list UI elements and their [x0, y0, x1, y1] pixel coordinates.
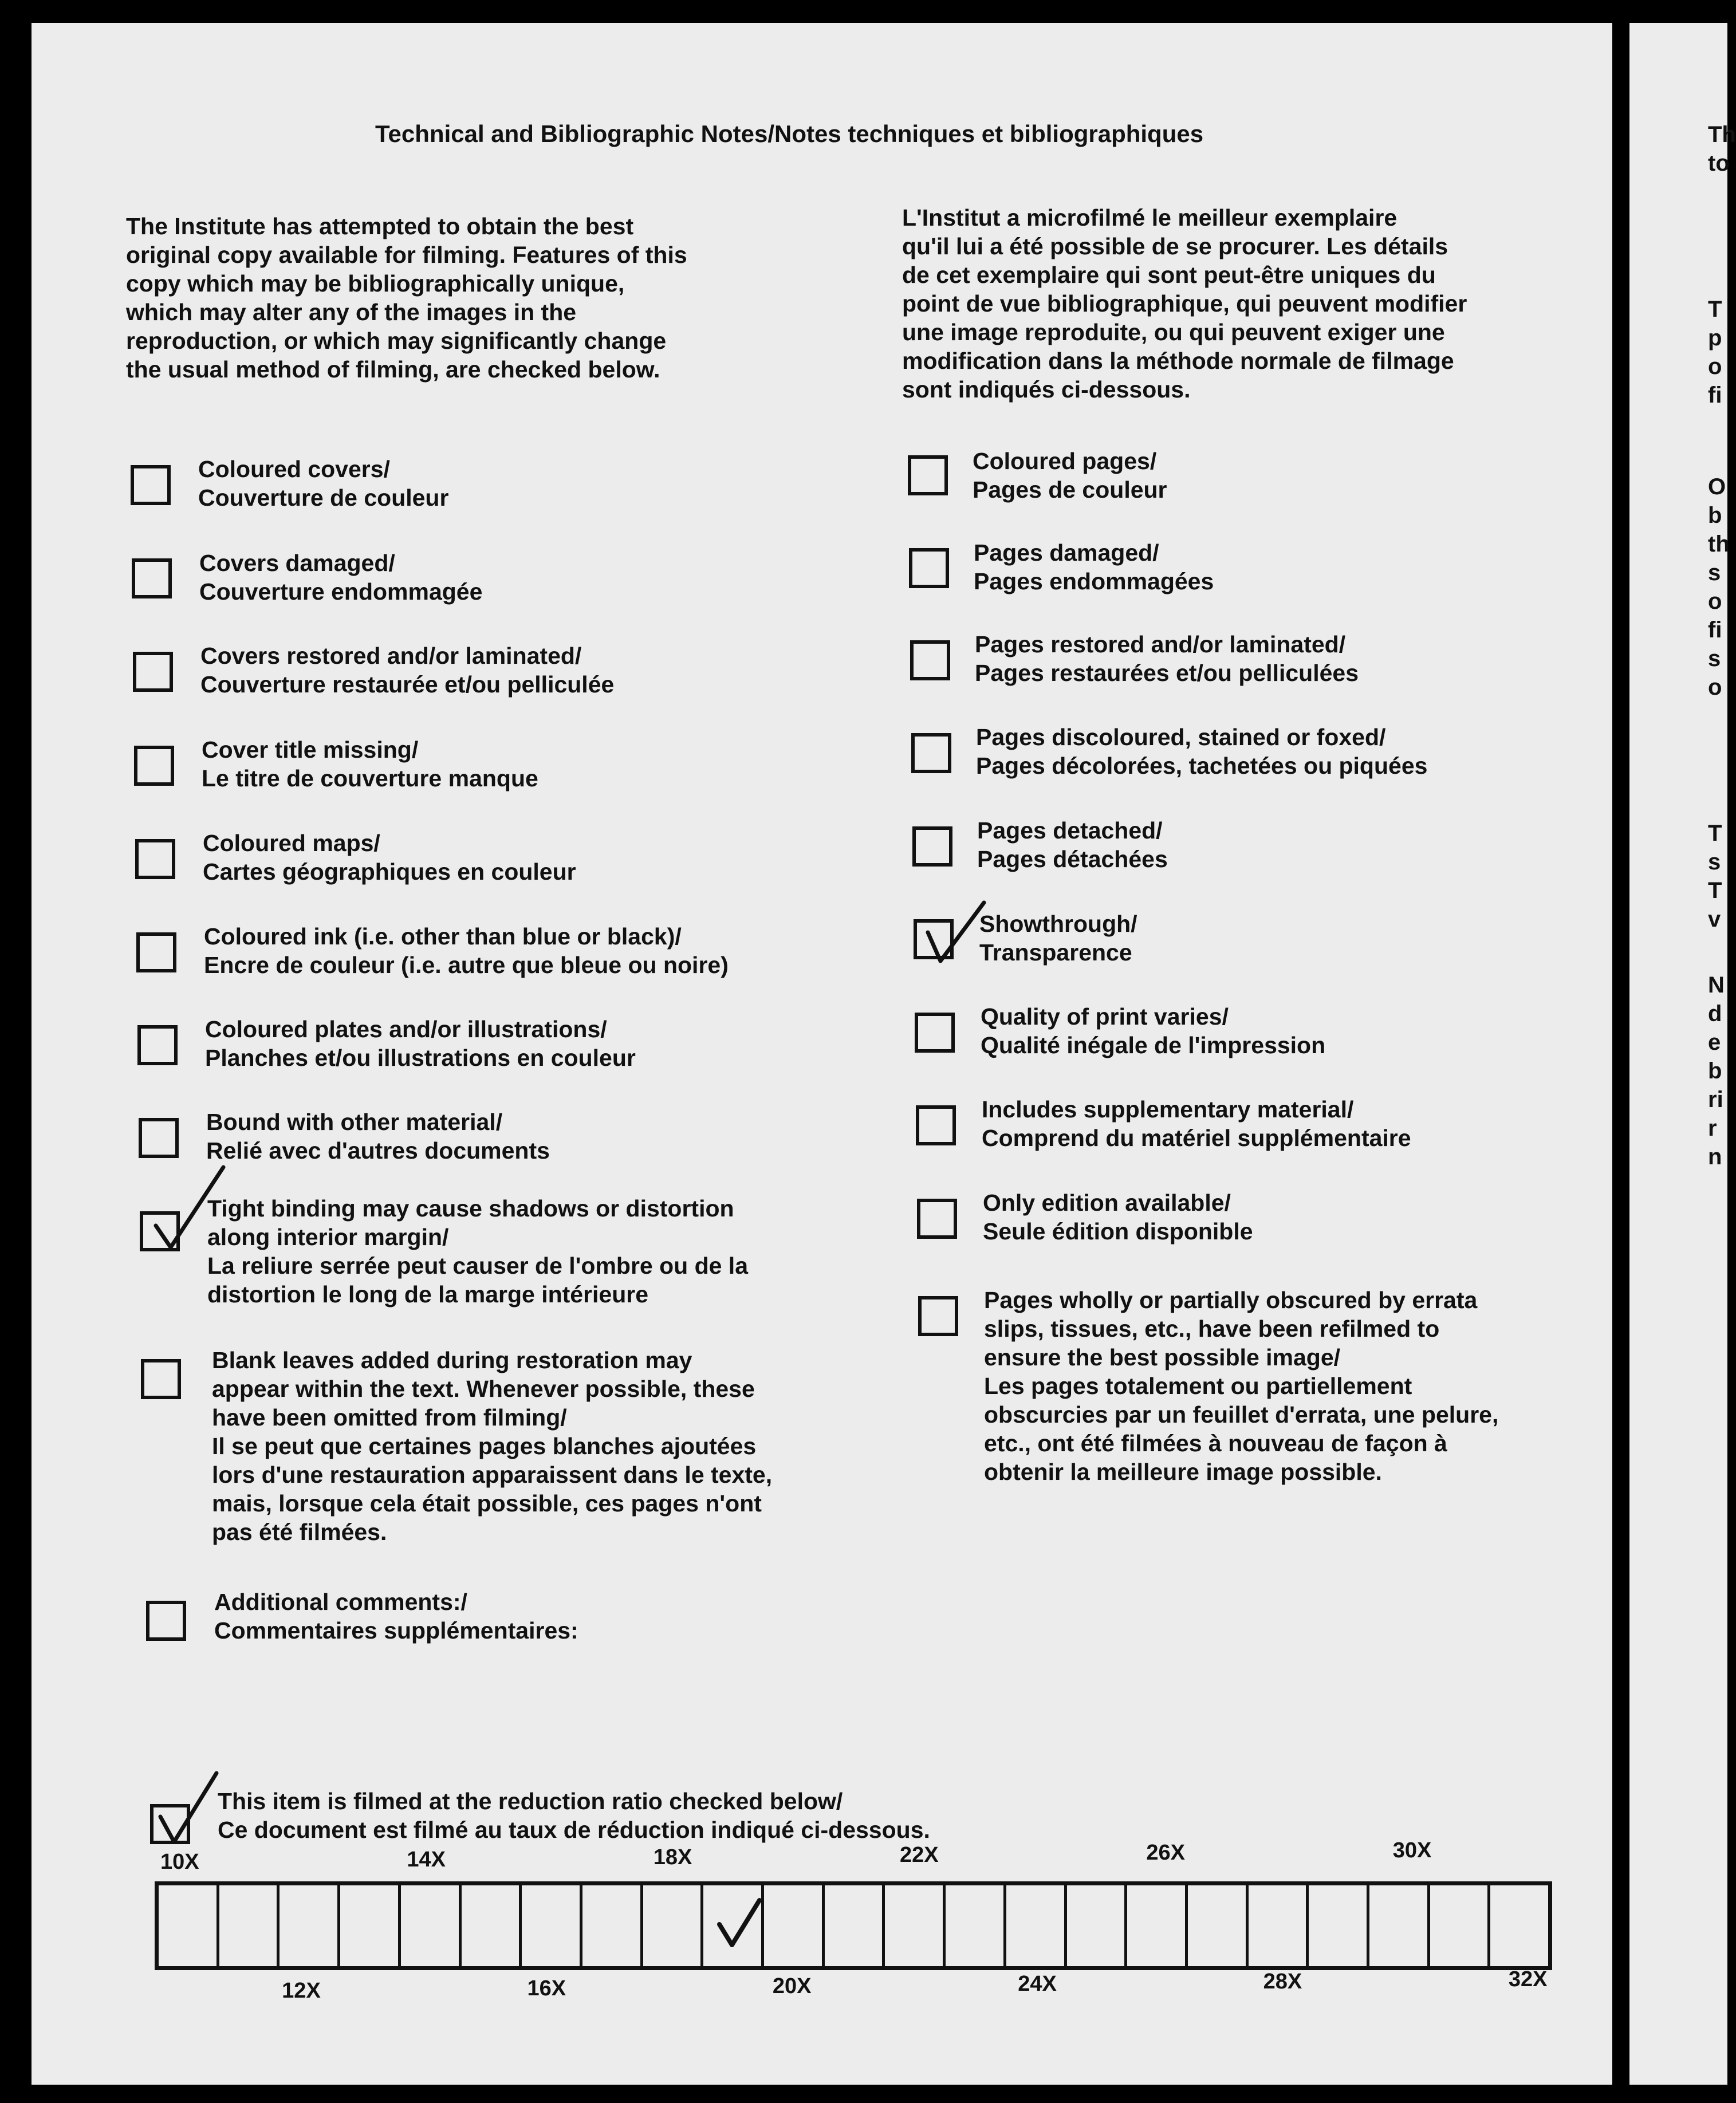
reduction-cell[interactable]: [946, 1885, 1006, 1966]
reduction-cell[interactable]: [1006, 1885, 1067, 1966]
ratio-label-top: 14X: [407, 1848, 446, 1872]
checkbox-coloured-covers[interactable]: [131, 465, 171, 505]
adjacent-text-fragment: b: [1708, 1058, 1722, 1084]
reduction-cell[interactable]: [522, 1885, 582, 1966]
ratio-label-top: 10X: [160, 1850, 199, 1874]
checkbox-pages-obscured[interactable]: [918, 1296, 958, 1336]
label-only-edition: Only edition available/ Seule édition disponible: [983, 1190, 1253, 1245]
checkbox-quality-of-print[interactable]: [915, 1013, 955, 1053]
checkbox-covers-restored[interactable]: [133, 652, 173, 692]
intro-english: The Institute has attempted to obtain the best original copy available for filming. Features of this copy which may be bibliographically unique, which may alter any of the images in the reproduction, or which may significantly change the usual method of filming, are checked below.: [126, 213, 687, 383]
reduction-cell[interactable]: [1430, 1885, 1491, 1966]
reduction-scale: [155, 1881, 1552, 1970]
checkbox-coloured-maps[interactable]: [135, 839, 175, 879]
check-mark-icon: [153, 1770, 228, 1850]
checkbox-supplementary-material[interactable]: [916, 1105, 956, 1145]
checkbox-pages-restored[interactable]: [910, 640, 950, 680]
label-additional-comments: Additional comments:/ Commentaires supplémentaires:: [214, 1589, 578, 1644]
ratio-label-top: 26X: [1146, 1841, 1186, 1865]
adjacent-text-fragment: o: [1708, 589, 1722, 614]
adjacent-text-fragment: o: [1708, 675, 1722, 700]
reduction-cell[interactable]: [1249, 1885, 1309, 1966]
adjacent-text-fragment: T: [1708, 297, 1722, 322]
label-pages-restored: Pages restored and/or laminated/ Pages restaurées et/ou pelliculées: [975, 631, 1359, 686]
ratio-label-bottom: 20X: [772, 1974, 812, 1998]
adjacent-text-fragment: v: [1708, 907, 1721, 932]
reduction-cell[interactable]: [1309, 1885, 1369, 1966]
label-pages-detached: Pages detached/ Pages détachées: [977, 817, 1168, 872]
adjacent-text-fragment: N: [1708, 972, 1725, 998]
adjacent-text-fragment: th: [1708, 531, 1730, 557]
ratio-label-top: 30X: [1392, 1838, 1432, 1862]
adjacent-text-fragment: n: [1708, 1144, 1722, 1169]
adjacent-text-fragment: p: [1708, 325, 1722, 350]
reduction-cell[interactable]: [764, 1885, 825, 1966]
label-quality-of-print: Quality of print varies/ Qualité inégale de l'impression: [981, 1003, 1326, 1058]
label-coloured-plates: Coloured plates and/or illustrations/ Planches et/ou illustrations en couleur: [205, 1016, 636, 1071]
check-mark-icon: [711, 1896, 769, 1953]
label-covers-damaged: Covers damaged/ Couverture endommagée: [199, 550, 483, 605]
checkbox-only-edition[interactable]: [917, 1199, 957, 1239]
checkbox-coloured-plates[interactable]: [137, 1025, 178, 1065]
adjacent-text-fragment: T: [1708, 878, 1722, 903]
label-cover-title-missing: Cover title missing/ Le titre de couverture manque: [202, 737, 538, 791]
ratio-label-top: 22X: [900, 1843, 939, 1867]
reduction-cell[interactable]: [401, 1885, 462, 1966]
reduction-cell[interactable]: [1188, 1885, 1249, 1966]
adjacent-text-fragment: Th: [1708, 122, 1736, 147]
reduction-cell[interactable]: [825, 1885, 885, 1966]
checkbox-pages-detached[interactable]: [912, 826, 952, 867]
label-coloured-pages: Coloured pages/ Pages de couleur: [973, 448, 1167, 503]
adjacent-text-fragment: d: [1708, 1001, 1722, 1026]
checkbox-coloured-ink[interactable]: [136, 932, 176, 972]
adjacent-text-fragment: r: [1708, 1116, 1717, 1141]
label-covers-restored: Covers restored and/or laminated/ Couverture restaurée et/ou pelliculée: [200, 643, 615, 698]
adjacent-text-fragment: o: [1708, 354, 1722, 379]
reduction-cell[interactable]: [1067, 1885, 1128, 1966]
reduction-cell[interactable]: [885, 1885, 946, 1966]
label-coloured-ink: Coloured ink (i.e. other than blue or black)/ Encre de couleur (i.e. autre que bleue ou noire): [204, 923, 729, 978]
ratio-label-bottom: 16X: [527, 1976, 566, 2000]
label-coloured-maps: Coloured maps/ Cartes géographiques en couleur: [203, 830, 576, 885]
checkbox-blank-leaves[interactable]: [141, 1359, 181, 1399]
reduction-cell[interactable]: [1490, 1885, 1548, 1966]
label-bound-with: Bound with other material/ Relié avec d'autres documents: [206, 1109, 550, 1164]
checkbox-pages-damaged[interactable]: [909, 548, 949, 588]
page-title: Technical and Bibliographic Notes/Notes techniques et bibliographiques: [375, 120, 1204, 147]
reduction-cell[interactable]: [219, 1885, 280, 1966]
ratio-label-bottom: 32X: [1508, 1967, 1548, 1991]
adjacent-text-fragment: to: [1708, 151, 1730, 176]
checkbox-pages-discoloured[interactable]: [911, 733, 951, 773]
checkbox-covers-damaged[interactable]: [132, 558, 172, 598]
checkbox-additional-comments[interactable]: [146, 1601, 186, 1641]
checkbox-bound-with[interactable]: [139, 1118, 179, 1158]
ratio-label-top: 18X: [653, 1845, 692, 1869]
adjacent-text-fragment: s: [1708, 849, 1721, 875]
label-tight-binding: Tight binding may cause shadows or distortion along interior margin/ La reliure serrée peut causer de l'ombre ou de la distortion le long de la marge intérieure: [207, 1195, 749, 1308]
label-reduction-ratio: This item is filmed at the reduction ratio checked below/ Ce document est filmé au taux de réduction indiqué ci-dessous.: [218, 1788, 930, 1843]
adjacent-text-fragment: s: [1708, 560, 1721, 585]
reduction-cell[interactable]: [280, 1885, 340, 1966]
reduction-cell[interactable]: [643, 1885, 704, 1966]
reduction-cell[interactable]: [1369, 1885, 1430, 1966]
adjacent-text-fragment: O: [1708, 474, 1726, 499]
checkbox-coloured-pages[interactable]: [908, 455, 948, 495]
ratio-label-bottom: 12X: [282, 1979, 321, 2003]
label-pages-damaged: Pages damaged/ Pages endommagées: [974, 539, 1214, 594]
adjacent-text-fragment: fi: [1708, 617, 1722, 643]
reduction-cell[interactable]: [462, 1885, 522, 1966]
adjacent-text-fragment: e: [1708, 1030, 1721, 1055]
label-blank-leaves: Blank leaves added during restoration may appear within the text. Whenever possible, these have been omitted from filming/ Il se peut que certaines pages blanches ajoutées lors d'une restauration apparaissent dans le texte, mais, lorsque cela était possible, ces pages n'ont pas été filmées.: [212, 1347, 773, 1545]
reduction-cell[interactable]: [1127, 1885, 1188, 1966]
adjacent-text-fragment: ri: [1708, 1087, 1723, 1112]
label-supplementary-material: Includes supplementary material/ Comprend du matériel supplémentaire: [982, 1096, 1411, 1151]
reduction-cell[interactable]: [159, 1885, 219, 1966]
reduction-cell[interactable]: [703, 1885, 764, 1966]
adjacent-text-fragment: fi: [1708, 383, 1722, 408]
reduction-cell[interactable]: [340, 1885, 401, 1966]
adjacent-text-fragment: s: [1708, 646, 1721, 671]
intro-french: L'Institut a microfilmé le meilleur exemplaire qu'il lui a été possible de se procurer. Les détails de cet exemplaire qui sont peut-être uniques du point de vue bibliographique, qui peuvent modifier une image reproduite, ou qui peuvent exiger une modification dans la méthode normale de filmage sont indiqués ci-dessous.: [902, 204, 1467, 403]
label-pages-discoloured: Pages discoloured, stained or foxed/ Pages décolorées, tachetées ou piquées: [976, 724, 1428, 779]
ratio-label-bottom: 28X: [1263, 1970, 1302, 1994]
label-pages-obscured: Pages wholly or partially obscured by errata slips, tissues, etc., have been refilmed to ensure the best possible image/ Les pages totalement ou partiellement obscurcies par un feuillet d'errata, une pelure, etc., ont été filmées à nouveau de façon à obtenir la meilleure image possible.: [984, 1287, 1499, 1485]
label-coloured-covers: Coloured covers/ Couverture de couleur: [198, 456, 449, 511]
checkbox-cover-title-missing[interactable]: [134, 746, 174, 786]
reduction-cell[interactable]: [582, 1885, 643, 1966]
adjacent-text-fragment: b: [1708, 503, 1722, 528]
ratio-label-bottom: 24X: [1018, 1972, 1057, 1996]
adjacent-text-fragment: T: [1708, 821, 1722, 846]
label-showthrough: Showthrough/ Transparence: [979, 911, 1137, 966]
